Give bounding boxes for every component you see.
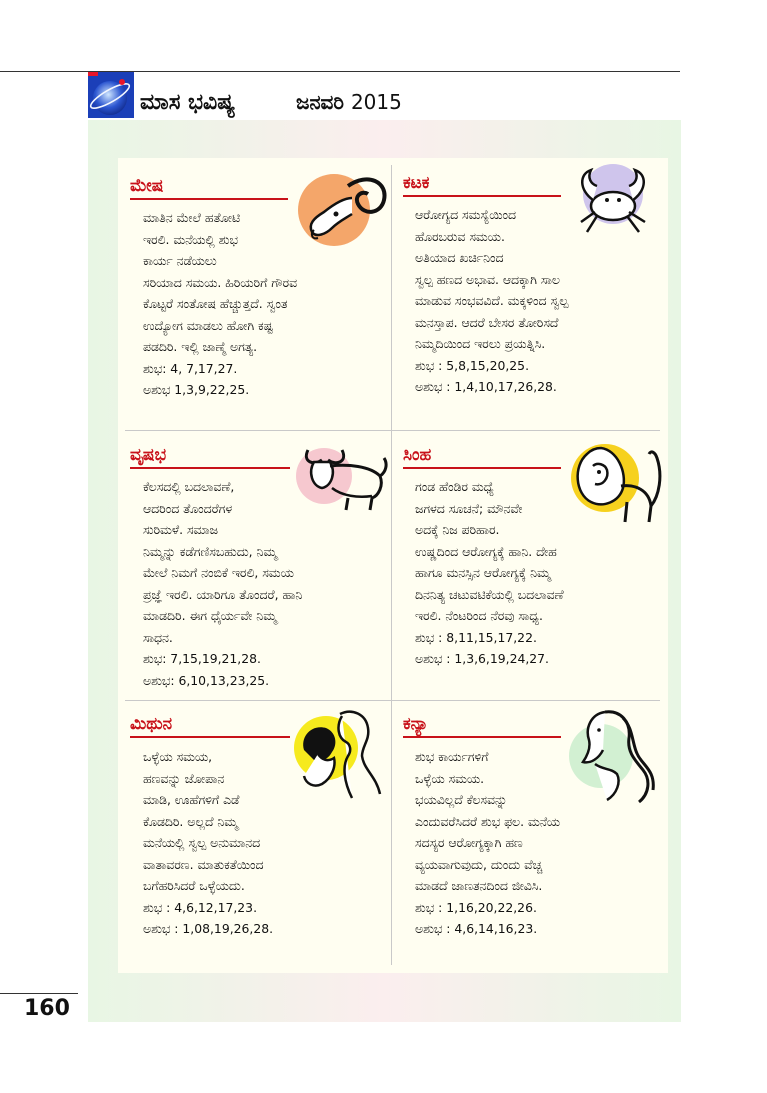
page-number: 160 [24,996,70,1021]
prediction-line: ಪಡದಿರಿ. ಇಲ್ಲಿ ಜಾಣ್ಮೆ ಅಗತ್ಯ. [143,339,258,354]
column-divider [391,165,392,965]
prediction-line: ಗಂಡ ಹೆಂಡಿರ ಮಧ್ಯೆ [415,479,494,494]
sign-prediction [415,204,660,398]
sign-title: ಕನ್ಯಾ [403,714,429,734]
prediction-line: ಇರಲಿ. ನೆಂಟರಿಂದ ನೆರವು ಸಾಧ್ಯ. [415,608,543,623]
sign-title-rule [130,736,290,738]
lucky-days: ಶುಭ: 7,15,19,21,28. [143,651,261,666]
prediction-line: ಸುರಿಮಳೆ. ಸಮಾಜ [143,522,219,537]
prediction-line: ಸದಸ್ಯರ ಆರೋಗ್ಯಕ್ಕಾಗಿ ಹಣ [415,835,523,850]
prediction-line: ಜಗಳದ ಸೂಚನೆ; ಮೌನವೇ [415,500,523,516]
prediction-line: ಆದರಿಂದ ತೊಂದರೆಗಳ [143,500,233,516]
sign-prediction [143,746,388,940]
sign-title: ವೃಷಭ [130,445,167,465]
sign-title-rule [130,198,288,200]
sign-title: ಸಿಂಹ [403,445,432,465]
lucky-days: ಶುಭ : 1,16,20,22,26. [415,899,537,915]
prediction-line: ಒಳ್ಳೆಯ ಸಮಯ, [143,749,213,764]
prediction-line: ಎಂದುವರೆಸಿದರೆ ಶುಭ ಫಲ. ಮನೆಯ [415,813,560,829]
row-divider [125,700,660,701]
planet-logo-icon [88,72,134,118]
unlucky-days: ಅಶುಭ : 1,3,6,19,24,27. [415,651,549,666]
prediction-line: ಹಾಗೂ ಮನಸ್ಸಿನ ಆರೋಗ್ಯಕ್ಕೆ ನಿಮ್ಮ [415,565,551,580]
lucky-days: ಶುಭ: 4, 7,17,27. [143,360,238,376]
prediction-line: ಶುಭ ಕಾರ್ಯಗಳಿಗೆ [415,749,489,764]
sign-title: ಮೇಷ [130,176,164,196]
issue-year: 2015 [350,90,402,114]
prediction-line: ಮಾಡದೆ ಜಾಣತನದಿಂದ ಜೀವಿಸಿ. [415,878,543,893]
sign-title: ಮಿಥುನ [130,714,173,734]
sign-title-rule [130,467,290,469]
sign-prediction [415,746,660,940]
prediction-line: ಮೇಲೆ ನಿಮಗೆ ನಂಬಿಕೆ ಇರಲಿ, ಸಮಯ [143,565,294,580]
prediction-line: ಉದ್ಯೋಗ ಮಾಡಲು ಹೋಗಿ ಕಷ್ಟ [143,317,273,333]
prediction-line: ಕೊಡದಿರಿ. ಅಲ್ಲದೆ ನಿಮ್ಮ [143,813,238,829]
prediction-line: ಮನೆಯಲ್ಲಿ ಸ್ವಲ್ಪ ಅನುಮಾನದ [143,835,261,850]
prediction-line: ಭಯವಿಲ್ಲದೆ ಕೆಲಸವನ್ನು [415,792,508,807]
issue-date [296,90,402,114]
prediction-line: ಉಷ್ಣದಿಂದ ಆರೋಗ್ಯಕ್ಕೆ ಹಾನಿ. ದೇಹ [415,543,557,559]
prediction-line: ನಿಮ್ಮನ್ನು ಕಡೆಗಣಿಸಬಹುದು, ನಿಮ್ಮ [143,543,277,559]
prediction-line: ಸಾಧನ. [143,629,173,645]
lucky-days: ಶುಭ : 5,8,15,20,25. [415,357,530,373]
prediction-line: ನಿಮ್ಮದಿಯಿಂದ ಇರಲು ಪ್ರಯತ್ನಿಸಿ. [415,336,546,351]
unlucky-days: ಅಶುಭ : 1,4,10,17,26,28. [415,379,557,394]
prediction-line: ಕಾರ್ಯ ನಡೆಯಲು [143,253,217,268]
prediction-line: ಅದಕ್ಕೆ ನಿಜ ಪರಿಹಾರ. [415,522,500,537]
unlucky-days: ಅಶುಭ: 6,10,13,23,25. [143,672,270,688]
sign-prediction [415,476,660,670]
unlucky-days: ಅಶುಭ : 1,08,19,26,28. [143,921,274,936]
page-title: ಮಾಸ ಭವಿಷ್ಯ [140,90,236,115]
sign-title-rule [403,195,561,197]
unlucky-days: ಅಶುಭ 1,3,9,22,25. [143,382,250,397]
prediction-line: ಇರಲಿ. ಮನೆಯಲ್ಲಿ ಶುಭ [143,231,238,247]
prediction-line: ಸರಿಯಾದ ಸಮಯ. ಹಿರಿಯರಿಗೆ ಗೌರವ [143,274,298,290]
issue-month: ಜನವರಿ [296,90,344,114]
prediction-line: ಮಾತಿನ ಮೇಲೆ ಹತೋಟಿ [143,210,241,225]
sign-prediction [143,476,388,691]
prediction-line: ಮಾಡಿ, ಊಹೆಗಳಿಗೆ ಎಡೆ [143,792,240,807]
prediction-line: ಮನಸ್ತಾಪ. ಆದರೆ ಬೇಸರ ತೋರಿಸದೆ [415,314,559,330]
row-divider [125,430,660,431]
sign-prediction [143,207,388,401]
prediction-line: ಅತಿಯಾದ ಖರ್ಚಿನಿಂದ [415,250,504,265]
prediction-line: ಪ್ರಜ್ಞೆ ಇರಲಿ. ಯಾರಿಗೂ ತೊಂದರೆ, ಹಾನಿ [143,586,303,602]
sign-title: ಕಟಕ [403,173,430,193]
prediction-line: ಕೆಲಸದಲ್ಲಿ ಬದಲಾವಣೆ, [143,479,235,494]
prediction-line: ಹೊರಬರುವ ಸಮಯ. [415,228,505,244]
prediction-line: ಸ್ವಲ್ಪ ಹಣದ ಅಭಾವ. ಆದಕ್ಕಾಗಿ ಸಾಲ [415,271,560,287]
prediction-line: ಕೊಟ್ಟರೆ ಸಂತೋಷ ಹೆಚ್ಚುತ್ತದೆ. ಸ್ವಂತ [143,296,288,311]
sign-title-rule [403,467,561,469]
prediction-line: ಮಾಡುವ ಸಂಭವವಿದೆ. ಮಕ್ಕಳಿಂದ ಸ್ವಲ್ಪ [415,293,569,308]
lucky-days: ಶುಭ : 8,11,15,17,22. [415,629,537,645]
unlucky-days: ಅಶುಭ : 4,6,14,16,23. [415,921,538,936]
prediction-line: ದಿನನಿತ್ಯ ಚಟುವಟಿಕೆಯಲ್ಲಿ ಬದಲಾವಣೆ [415,586,564,602]
prediction-line: ವ್ಯಯವಾಗುವುದು, ದುಂದು ವೆಚ್ಚ [415,856,543,872]
footer-rule [0,993,78,994]
prediction-line: ಮಾಡದಿರಿ. ಈಗ ಧೈರ್ಯವೇ ನಿಮ್ಮ [143,608,277,623]
prediction-line: ವಾತಾವರಣ. ಮಾತುಕತೆಯಿಂದ [143,856,264,872]
prediction-line: ಒಳ್ಳೆಯ ಸಮಯ. [415,770,485,786]
prediction-line: ಹಣವನ್ನು ಜೋಪಾನ [143,770,225,786]
lucky-days: ಶುಭ : 4,6,12,17,23. [143,899,258,915]
prediction-line: ಬಗೆಹರಿಸಿದರೆ ಒಳ್ಳೆಯದು. [143,878,245,893]
sign-title-rule [403,736,561,738]
prediction-line: ಆರೋಗ್ಯದ ಸಮಸ್ಯೆಯಿಂದ [415,207,517,222]
